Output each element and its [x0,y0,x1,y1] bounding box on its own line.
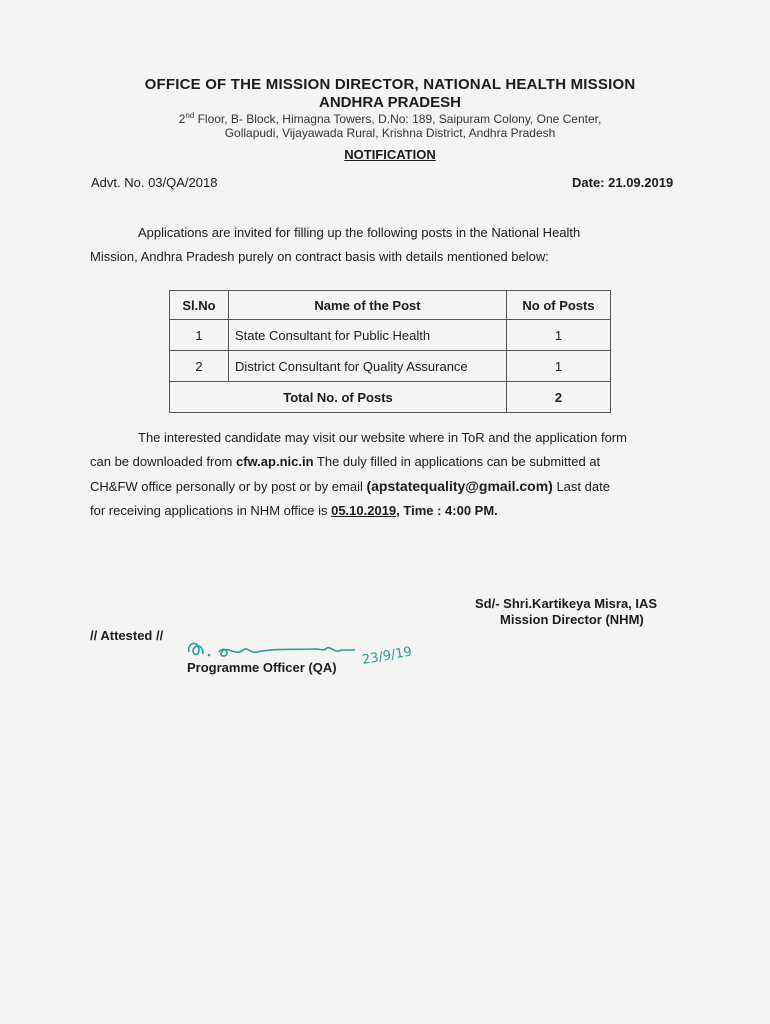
notification-date: Date: 21.09.2019 [572,175,674,190]
table-row [170,320,611,351]
table-total-row [170,382,611,413]
notification-heading: NOTIFICATION [344,147,436,162]
row-count: 1 [507,320,611,351]
address-line-1: 2nd Floor, B- Block, Himagna Towers, D.No: 189, Saipuram Colony, One Center, [178,111,602,126]
details-line-1: The interested candidate may visit our website where in ToR and the application form [138,430,627,445]
col-count-header: No of Posts [507,291,611,320]
state-title: ANDHRA PRADESH [319,94,461,111]
table-header-row [170,291,611,320]
row-post-name: State Consultant for Public Health [229,320,507,351]
details-line-3: CH&FW office personally or by post or by email (apstatequality@gmail.com) Last date [90,478,610,494]
details-line-4: for receiving applications in NHM office is 05.10.2019, Time : 4:00 PM. [90,503,498,518]
intro-paragraph [90,221,690,269]
last-time: , Time : 4:00 PM. [396,503,498,518]
email-address[interactable]: (apstatequality@gmail.com) [366,478,553,494]
total-label: Total No. of Posts [170,382,507,413]
address-line-2: Gollapudi, Vijayawada Rural, Krishna District, Andhra Pradesh [224,126,556,140]
row-post-name: District Consultant for Quality Assurance [229,351,507,382]
website-link[interactable]: cfw.ap.nic.in [235,454,314,469]
table-row [170,351,611,382]
office-title: OFFICE OF THE MISSION DIRECTOR, NATIONAL HEALTH MISSION [144,76,636,93]
programme-officer-label: Programme Officer (QA) [187,660,337,675]
details-line-2: can be downloaded from cfw.ap.nic.in The duly filled in applications can be submitted at [90,454,601,469]
details-paragraph [90,426,690,523]
col-sl-header: Sl.No [170,291,229,320]
signatory-designation: Mission Director (NHM) [500,612,644,627]
col-name-header: Name of the Post [229,291,507,320]
last-date: 05.10.2019 [331,503,397,518]
posts-table [169,290,611,413]
attested-label: // Attested // [90,628,164,643]
handwritten-date: 23/9/19 [361,644,414,668]
advt-number: Advt. No. 03/QA/2018 [91,175,218,190]
row-count: 1 [507,351,611,382]
intro-line-2: Mission, Andhra Pradesh purely on contract basis with details mentioned below: [90,249,549,264]
total-value: 2 [507,382,611,413]
row-sl: 2 [170,351,229,382]
row-sl: 1 [170,320,229,351]
signatory-name: Sd/- Shri.Kartikeya Misra, IAS [475,596,658,611]
intro-line-1: Applications are invited for filling up the following posts in the National Health [138,225,581,240]
